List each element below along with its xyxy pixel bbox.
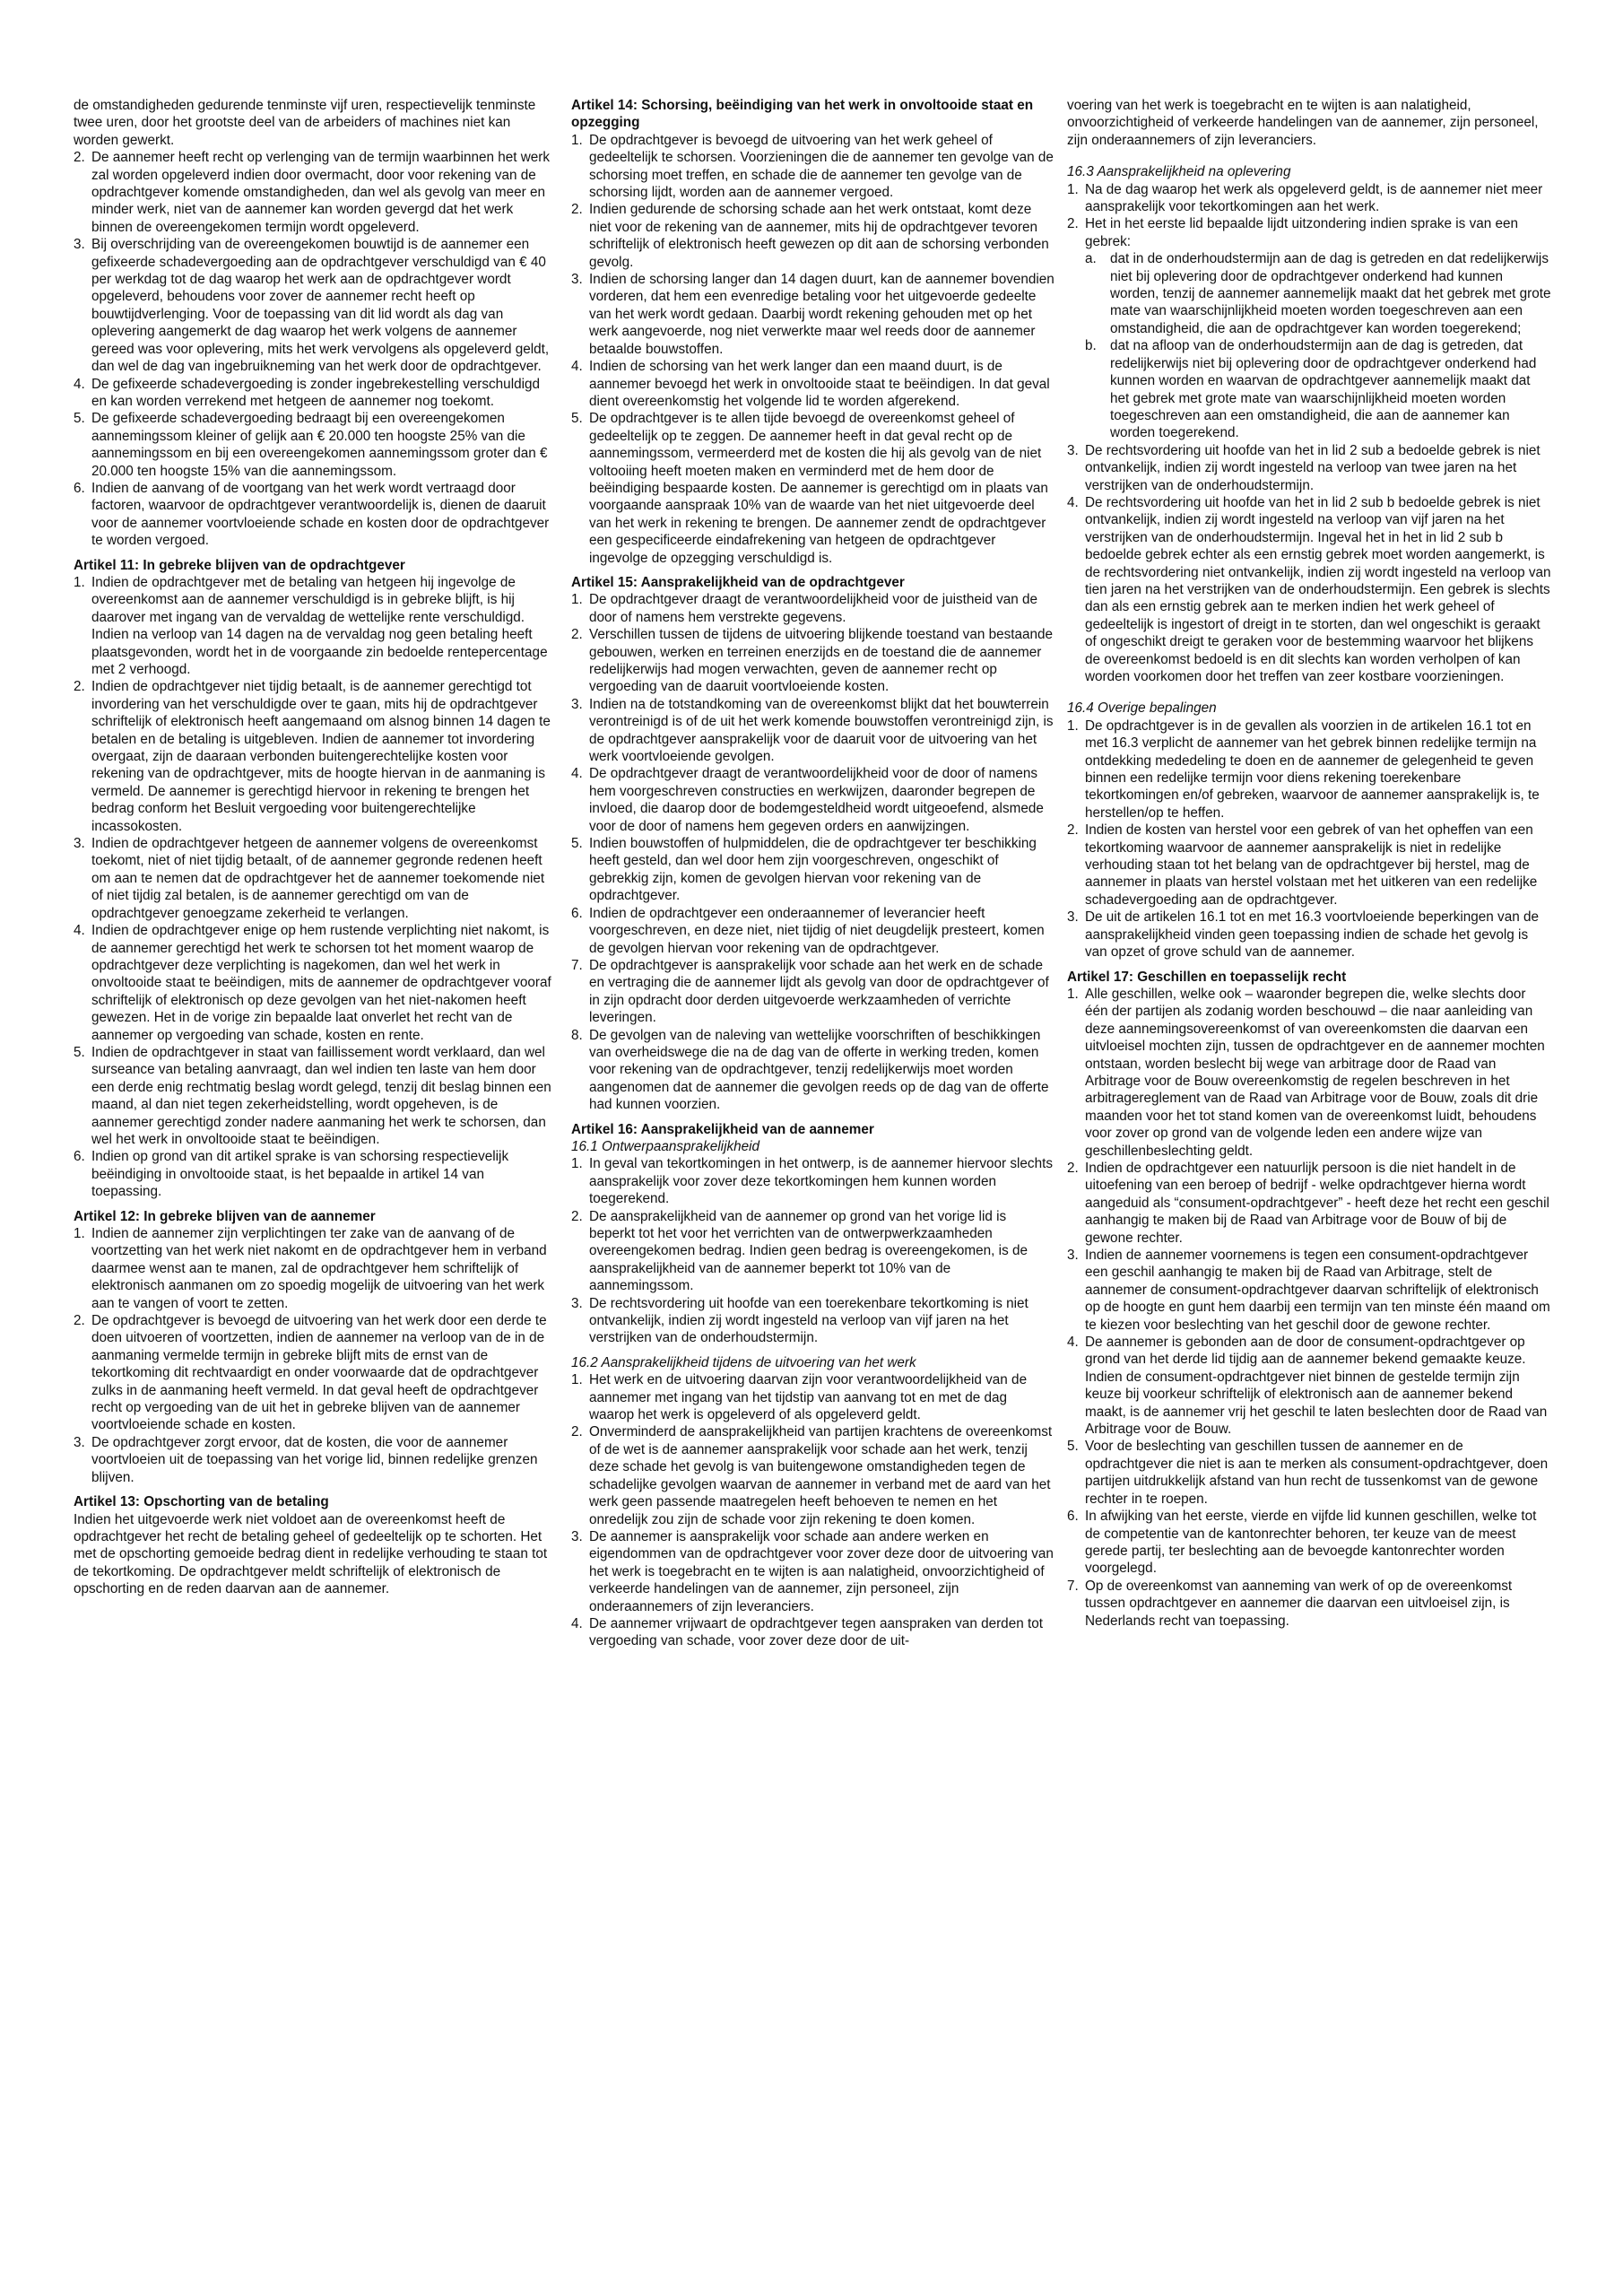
list-item-text: De opdrachtgever is te allen tijde bevoegd de overeenkomst geheel of gedeeltelijk op te zeggen. De aannemer heeft in dat geval recht op de aannemingssom, vermeerderd met de kosten die hij als gevolg van de niet voltooiing heeft moeten maken en verminderd met de hem door de beëindiging bespaarde kosten. De aannemer is gerechtigd om in plaats van voorgaande aanspraak 10% van de waarde van het niet uitgevoerde deel van het werk in rekening te brengen. De aannemer zendt de opdrachtgever een gespecificeerde eindafrekening van hetgeen de opdrachtgever ingevolge de opzegging verschuldigd is. xyxy=(589,411,1048,566)
list-item-number: 1. xyxy=(74,574,85,590)
list-item-text: De opdrachtgever zorgt ervoor, dat de kosten, die voor de aannemer voortvloeien uit de toepassing van het vorige lid, binnen redelijke grenzen blijven. xyxy=(91,1434,538,1485)
list-item xyxy=(74,574,558,678)
list-item-text: De opdrachtgever is aansprakelijk voor schade aan het werk en de schade en vertraging die de aannemer lijdt als gevolg van door de opdrachtgever of in zijn opdracht door derden uitgevoerde werkzaamheden of verrichte leveringen. xyxy=(589,957,1049,1026)
list-item-number: 5. xyxy=(571,411,583,427)
list-item-text: De gevolgen van de naleving van wettelijke voorschriften of beschikkingen van overheidswege die na de dag van de offerte in werking treden, komen voor rekening van de opdrachtgever, tenzij redelijkerwijs moet worden aangenomen dat de aannemer die gevolgen reeds op de dag van de offerte had kunnen voorzien. xyxy=(589,1027,1049,1113)
list-item-number: 3. xyxy=(571,272,583,288)
list-item-number: 3. xyxy=(1067,442,1079,458)
list-item-number: 1. xyxy=(74,1226,85,1241)
list-item xyxy=(74,376,558,411)
list-item-text: De aannemer is gebonden aan de door de consument-opdrachtgever op grond van het derde lid tijdig aan de aannemer bekend gemaakte keuze. Indien de consument-opdrachtgever niet binnen de gestelde termijn zijn keuze bij voorkeur schriftelijk of elektronisch aan de aannemer bekend maakt, is de aannemer vrij het geschil te laten beslechten door de Raad van Arbitrage voor de Bouw. xyxy=(1085,1335,1548,1438)
list-item xyxy=(571,358,1055,410)
list-item-text: In geval van tekortkomingen in het ontwerp, is de aannemer hiervoor slechts aansprakelijk voor zover deze tekortkomingen hem kunnen worden toegerekend. xyxy=(589,1156,1053,1207)
list-item xyxy=(74,1312,558,1434)
list-item-text: Het in het eerste lid bepaalde lijdt uitzondering indien sprake is van een gebrek: xyxy=(1085,216,1519,249)
section-subheading: 16.3 Aansprakelijkheid na oplevering xyxy=(1067,164,1291,180)
list-item xyxy=(74,678,558,835)
list-item xyxy=(74,1225,558,1312)
list-item xyxy=(1067,1438,1551,1508)
list-item-number: 3. xyxy=(1067,1248,1079,1263)
list-item xyxy=(571,1371,1055,1423)
article-heading: Artikel 11: In gebreke blijven van de opdrachtgever xyxy=(74,557,405,573)
list-item xyxy=(571,1528,1055,1615)
list-item-number: 1. xyxy=(1067,986,1079,1002)
list-item-text: De opdrachtgever is bevoegd de uitvoering van het werk geheel of gedeeltelijk te schorsen. Voorzieningen die de aannemer ten gevolge van de schorsing moet treffen, en schade die de aannemer ten gevolge van de schorsing lijdt, worden aan de aannemer vergoed. xyxy=(589,132,1054,201)
list-item-number: 2. xyxy=(74,679,85,695)
list-item-number: 3. xyxy=(571,1295,583,1311)
list-item-number: 3. xyxy=(74,1434,85,1450)
list-item-text: De rechtsvordering uit hoofde van een toerekenbare tekortkoming is niet ontvankelijk, indien zij wordt ingesteld na verloop van vijf jaren na het verstrijken van de onderhoudstermijn. xyxy=(589,1295,1028,1346)
list-item-number: 3. xyxy=(74,237,85,253)
list-item xyxy=(571,1208,1055,1295)
list-item xyxy=(1067,1160,1551,1247)
article-heading: Artikel 15: Aansprakelijkheid van de opdrachtgever xyxy=(571,574,905,590)
sub-list-item xyxy=(1067,337,1551,441)
list-item-number: 2. xyxy=(74,1313,85,1329)
list-item-text: Indien de aannemer zijn verplichtingen ter zake van de aanvang of de voortzetting van het werk niet nakomt en de opdrachtgever hem in verband daarmee wenst aan te manen, zal de opdrachtgever hem schriftelijk of elektronisch aanmanen om zo spoedig mogelijk de uitvoering van het werk aan te vangen of voort te zetten. xyxy=(91,1226,547,1311)
list-item-text: Indien de opdrachtgever in staat van faillissement wordt verklaard, dan wel surseance van betaling aanvraagt, dan wel indien ten laste van hem door een derde enig rechtmatig beslag wordt gelegd, tenzij dit beslag binnen een maand, al dan niet tegen zekerheidstelling, wordt opgeheven, is de aannemer gerechtigd zonder nadere aanmaning het werk te schorsen, dan wel het werk in onvoltooide staat te beëindigen. xyxy=(91,1044,551,1147)
list-item xyxy=(74,480,558,550)
list-item-text: Indien gedurende de schorsing schade aan het werk ontstaat, komt deze niet voor de rekening van de aannemer, mits hij de opdrachtgever tevoren schriftelijk of elektronisch heeft gewezen op dit aan de schorsing verbonden gevolg. xyxy=(589,202,1049,270)
list-item xyxy=(571,1423,1055,1527)
list-item xyxy=(74,835,558,922)
list-item-text: Bij overschrijding van de overeengekomen bouwtijd is de aannemer een gefixeerde schadevergoeding aan de opdrachtgever verschuldigd van € 40 per werkdag tot de dag waarop het werk aan de opdrachtgever wordt opgeleverd, behoudens voor zover de aannemer recht heeft op bouwtijdverlenging. Voor de toepassing van dit lid wordt als dag van oplevering aangemerkt de dag waarop het werk volgens de aannemer gereed was voor oplevering, mits het werk vervolgens als opgeleverd geldt, dan wel de dag van ingebruikneming van het werk door de opdrachtgever. xyxy=(91,237,550,375)
list-item-text: Indien bouwstoffen of hulpmiddelen, die de opdrachtgever ter beschikking heeft gesteld, dan wel door hem zijn voorgeschreven, ongeschikt of gebrekkig zijn, komen de gevolgen hiervan voor rekening van de opdrachtgever. xyxy=(589,836,1037,904)
list-item xyxy=(571,1027,1055,1114)
list-item-number: 5. xyxy=(571,836,583,852)
paragraph: de omstandigheden gedurende tenminste vijf uren, respectievelijk tenminste twee uren, door het grootste deel van de arbeiders of machines niet kan worden gewerkt. xyxy=(74,98,536,148)
text-column-right xyxy=(1067,97,1551,1630)
list-item-number: 6. xyxy=(1067,1509,1079,1525)
list-item xyxy=(1067,442,1551,494)
list-item xyxy=(1067,181,1551,216)
list-item-number: 3. xyxy=(571,1528,583,1544)
list-item-number: 4. xyxy=(74,923,85,939)
list-item xyxy=(1067,986,1551,1160)
list-item-text: Indien de opdrachtgever een onderaannemer of leverancier heeft voorgeschreven, en deze niet, niet tijdig of niet deugdelijk presteert, komen de gevolgen hiervan voor rekening van de opdrachtgever. xyxy=(589,905,1045,956)
list-item xyxy=(74,236,558,375)
list-item-text: De aannemer is aansprakelijk voor schade aan andere werken en eigendommen van de opdrachtgever voor zover deze door de uitvoering van het werk is toegebracht en te wijten is aan nalatigheid, onvoorzichtigheid of verkeerde handelingen van de aannemer, zijn personeel, zijn onderaannemers of zijn leveranciers. xyxy=(589,1528,1054,1614)
list-item xyxy=(571,626,1055,696)
list-item-text: Indien de opdrachtgever een natuurlijk persoon is die niet handelt in de uitoefening van een beroep of bedrijf - welke opdrachtgever hierna wordt aangeduid als “consument-opdrachtgever” - heeft deze het recht een geschil aanhangig te maken bij de Raad van Arbitrage voor de Bouw of bij de gewone rechter. xyxy=(1085,1160,1549,1246)
list-item-number: 2. xyxy=(571,1424,583,1440)
section-subheading: 16.2 Aansprakelijkheid tijdens de uitvoering van het werk xyxy=(571,1354,916,1370)
list-item-number: 4. xyxy=(1067,494,1079,510)
list-item-number: 7. xyxy=(1067,1578,1079,1594)
list-item xyxy=(571,132,1055,202)
paragraph: Indien het uitgevoerde werk niet voldoet aan de overeenkomst heeft de opdrachtgever het recht de betaling geheel of gedeeltelijk op te schorten. Het met de opschorting gemoeide bedrag dient in redelijke verhouding te staan tot de tekortkoming. De opdrachtgever meldt schriftelijk of elektronisch de opschorting en de reden daarvan aan de aannemer. xyxy=(74,1511,548,1597)
list-item-text: De rechtsvordering uit hoofde van het in lid 2 sub b bedoelde gebrek is niet ontvankelijk, indien zij wordt ingesteld na verloop van vijf jaren na het verstrijken van de onderhoudstermijn. Ingeval het in het in lid 2 sub b bedoelde gebrek echter als een ernstig gebrek moet worden aangemerkt, is de rechtsvordering niet ontvankelijk, indien zij wordt ingesteld na verloop van tien jaren na het verstrijken van de onderhoudstermijn. Een gebrek is slechts dan als een ernstig gebrek aan te merken indien het werk geheel of gedeeltelijk is ingestort of dreigt in te storten, dan wel ongeschikt is geraakt of ongeschikt dreigt te geraken voor de bestemming waarvoor het blijkens de overeenkomst bedoeld is en dit slechts kan worden verholpen of kan worden voorkomen door het treffen van zeer kostbare voorzieningen. xyxy=(1085,494,1551,684)
list-item-text: De gefixeerde schadevergoeding bedraagt bij een overeengekomen aannemingssom kleiner of gelijk aan € 20.000 ten hoogste 25% van die aannemingssom en bij een overeengekomen aannemingssom groter dan € 20.000 ten hoogste 15% van die aannemingssom. xyxy=(91,411,548,479)
list-item-number: 6. xyxy=(74,480,85,496)
list-item xyxy=(1067,909,1551,961)
list-item xyxy=(571,1155,1055,1207)
list-item xyxy=(1067,494,1551,685)
list-item-text: Het werk en de uitvoering daarvan zijn voor verantwoordelijkheid van de aannemer met ingang van het tijdstip van aanvang tot en met de dag waarop het werk is opgeleverd of als opgeleverd geldt. xyxy=(589,1372,1028,1423)
list-item xyxy=(1067,1508,1551,1578)
list-item xyxy=(1067,215,1551,250)
list-item-text: Indien de aanvang of de voortgang van het werk wordt vertraagd door factoren, waarvoor de opdrachtgever verantwoordelijk is, dienen de daaruit voor de aannemer voortvloeiende schade en kosten door de opdrachtgever te worden vergoed. xyxy=(91,480,550,549)
list-item-number: 8. xyxy=(571,1027,583,1043)
list-item xyxy=(74,1434,558,1486)
list-item xyxy=(74,149,558,236)
list-item xyxy=(571,1615,1055,1650)
article-heading: Artikel 14: Schorsing, beëindiging van het werk in onvoltooide staat en opzegging xyxy=(571,98,1034,131)
list-item-text: Voor de beslechting van geschillen tussen de aannemer en de opdrachtgever die niet is aan te merken als consument-opdrachtgever, doen partijen uitdrukkelijk afstand van hun recht de tussenkomst van de gewone rechter in te roepen. xyxy=(1085,1439,1549,1507)
list-item-number: 2. xyxy=(74,150,85,166)
list-item-number: 5. xyxy=(74,411,85,427)
sub-list-item xyxy=(1067,250,1551,337)
list-item xyxy=(571,957,1055,1027)
list-item-text: Indien de opdrachtgever niet tijdig betaalt, is de aannemer gerechtigd tot invordering van het verschuldigde over te gaan, mits hij de opdrachtgever schriftelijk of elektronisch heeft aangemaand om alsnog binnen 14 dagen te betalen en de betaling is uitgebleven. Indien de aannemer tot invordering overgaat, zijn de daaraan verbonden buitengerechtelijke kosten voor rekening van de opdrachtgever, mits de hoogte hiervan in de aanmaning is vermeld. De aannemer is gerechtigd hiervoor in rekening te brengen het bedrag conform het Besluit vergoeding voor buitengerechtelijke incassokosten. xyxy=(91,679,551,834)
list-item-number: 5. xyxy=(74,1044,85,1060)
list-item xyxy=(571,410,1055,567)
list-item xyxy=(1067,822,1551,909)
list-item-text: Indien de opdrachtgever enige op hem rustende verplichting niet nakomt, is de aannemer gerechtigd het werk te schorsen tot het moment waarop de opdrachtgever deze verplichting is nagekomen, dan wel het werk in onvoltooide staat te beëindigen, mits de aannemer de opdrachtgever vooraf schriftelijk of elektronisch op deze gevolgen van het niet-nakomen heeft gewezen. Het in de vorige zin bepaalde laat onverlet het recht van de aannemer op vergoeding van schade, kosten en rente. xyxy=(91,923,551,1043)
list-item-text: De aannemer vrijwaart de opdrachtgever tegen aanspraken van derden tot vergoeding van schade, voor zover deze door de uit- xyxy=(589,1615,1043,1649)
list-item-number: 3. xyxy=(1067,909,1079,926)
list-item-text: dat in de onderhoudstermijn aan de dag is getreden en dat redelijkerwijs niet bij oplevering door de opdrachtgever onderkend had kunnen worden, tenzij de aannemer aannemelijk maakt dat het gebrek met grote mate van waarschijnlijkheid moeten worden toegeschreven aan een omstandigheid, die aan de opdrachtgever kan worden toegerekend; xyxy=(1110,251,1551,336)
list-item-text: De aannemer heeft recht op verlenging van de termijn waarbinnen het werk zal worden opgeleverd indien door overmacht, door voor rekening van de opdrachtgever komende omstandigheden, dan wel als gevolg van meer en minder werk, niet van de aannemer kan worden gevergd dat het werk binnen de overeengekomen termijn wordt opgeleverd. xyxy=(91,150,551,235)
list-item-text: De opdrachtgever draagt de verantwoordelijkheid voor de juistheid van de door of namens hem verstrekte gegevens. xyxy=(589,592,1038,625)
list-item-text: Alle geschillen, welke ook – waaronder begrepen die, welke slechts door één der partijen als zodanig worden beschouwd – die naar aanleiding van deze aannemingsovereenkomst of van overeenkomsten die daarvan een uitvloeisel mochten zijn, tussen de opdrachtgever en de aannemer mochten ontstaan, worden beslecht bij wege van arbitrage door de Raad van Arbitrage voor de Bouw overeenkomstig de regelen beschreven in het arbitragereglement van de Raad van Arbitrage voor de Bouw, zoals dit drie maanden voor het tot stand komen van de overeenkomst luidt, behoudens voor zover op grond van de volgende leden een andere wijze van geschillenbeslechting geldt. xyxy=(1085,986,1545,1159)
article-heading: Artikel 16: Aansprakelijkheid van de aannemer xyxy=(571,1121,874,1137)
list-item-text: De opdrachtgever is bevoegd de uitvoering van het werk door een derde te doen uitvoeren of voortzetten, indien de aannemer na verloop van de in de aanmaning vermelde termijn in gebreke blijft mits de ernst van de tekortkoming dit rechtvaardigt en onder voorwaarde dat de opdrachtgever zulks in de aanmaning heeft vermeld. In dat geval heeft de opdrachtgever recht op vergoeding van de uit het in gebreke blijven van de aannemer voortvloeiende schade en kosten. xyxy=(91,1313,547,1433)
list-item xyxy=(74,1044,558,1148)
list-item-text: Indien na de totstandkoming van de overeenkomst blijkt dat het bouwterrein verontreinigd is of de uit het werk komende bouwstoffen verontreinigd zijn, is de opdrachtgever aansprakelijk voor de daaruit voor de uitvoering van het werk voortvloeiende gevolgen. xyxy=(589,696,1054,765)
list-item-text: Indien de kosten van herstel voor een gebrek of van het opheffen van een tekortkoming waarvoor de aannemer aansprakelijk is niet in redelijke verhouding staan tot het belang van de opdrachtgever bij herstel, mag de aannemer in plaats van herstel volstaan met het uitkeren van een redelijke schadevergoeding aan de opdrachtgever. xyxy=(1085,822,1538,908)
list-item xyxy=(571,765,1055,835)
list-item-number: 3. xyxy=(74,836,85,852)
list-item-number: 5. xyxy=(1067,1439,1079,1455)
list-item-number: 1. xyxy=(1067,181,1079,197)
list-item-text: Indien op grond van dit artikel sprake is van schorsing respectievelijk beëindiging in onvoltooide staat, is het bepaalde in artikel 14 van toepassing. xyxy=(91,1149,509,1200)
list-item-number: 1. xyxy=(571,1156,583,1172)
list-item-number: 1. xyxy=(571,1372,583,1388)
list-item xyxy=(74,922,558,1044)
list-item-number: b. xyxy=(1085,338,1097,354)
list-item-number: 4. xyxy=(571,1615,583,1631)
list-item-text: De opdrachtgever is in de gevallen als voorzien in de artikelen 16.1 tot en met 16.3 verplicht de aannemer van het gebrek binnen redelijke termijn na ontdekking mededeling te doen en de aannemer de gelegenheid te geven binnen een redelijke termijn voor diens rekening toerekenbare tekortkomingen en/of gebreken, waarvoor de aannemer aansprakelijk is, te herstellen/op te heffen. xyxy=(1085,718,1540,821)
list-item-number: 6. xyxy=(74,1149,85,1165)
list-item-number: 1. xyxy=(1067,718,1079,734)
list-item-number: 2. xyxy=(1067,822,1079,839)
paragraph: voering van het werk is toegebracht en te wijten is aan nalatigheid, onvoorzichtigheid of verkeerde handelingen van de aannemer, zijn personeel, zijn onderaannemers of zijn leveranciers. xyxy=(1067,98,1539,148)
list-item-number: 1. xyxy=(571,132,583,148)
text-column-middle xyxy=(571,97,1055,1650)
list-item-number: 2. xyxy=(1067,1160,1079,1176)
list-item xyxy=(74,410,558,480)
list-item-number: 2. xyxy=(571,202,583,218)
list-item-number: 2. xyxy=(571,1208,583,1224)
list-item-text: Verschillen tussen de tijdens de uitvoering blijkende toestand van bestaande gebouwen, werken en terreinen enerzijds en de toestand die de aannemer redelijkerwijs had mogen verwachten, geven de aannemer recht op vergoeding van de daaruit voortvloeiende kosten. xyxy=(589,627,1054,695)
list-item-text: In afwijking van het eerste, vierde en vijfde lid kunnen geschillen, welke tot de competentie van de kantonrechter behoren, ter keuze van de meest gerede partij, ter beslechting aan de bevoegde kantonrechter worden voorgelegd. xyxy=(1085,1509,1537,1577)
list-item-text: De rechtsvordering uit hoofde van het in lid 2 sub a bedoelde gebrek is niet ontvankelijk, indien zij wordt ingesteld na verloop van twee jaren na het verstrijken van de onderhoudstermijn. xyxy=(1085,442,1541,493)
article-heading: Artikel 17: Geschillen en toepasselijk recht xyxy=(1067,969,1347,985)
list-item-text: dat na afloop van de onderhoudstermijn aan de dag is getreden, dat redelijkerwijs niet bij oplevering door de opdrachtgever onderkend had kunnen worden en waarvan de opdrachtgever aannemelijk maakt dat het gebrek met grote mate van waarschijnlijkheid moeten worden toegeschreven aan een omstandigheid, die aan de aannemer kan worden toegerekend. xyxy=(1110,338,1537,441)
list-item-text: Indien de opdrachtgever met de betaling van hetgeen hij ingevolge de overeenkomst aan de aannemer verschuldigd is in gebreke blijft, is hij daarover met ingang van de vervaldag de wettelijke rente verschuldigd. Indien na verloop van 14 dagen na de vervaldag nog geen betaling heeft plaatsgevonden, wordt het in de voorgaande zin bedoelde rentepercentage met 2 verhoogd. xyxy=(91,574,548,677)
list-item-number: a. xyxy=(1085,251,1097,267)
list-item-number: 2. xyxy=(1067,216,1079,232)
list-item-number: 4. xyxy=(571,359,583,375)
list-item xyxy=(1067,1578,1551,1630)
list-item xyxy=(571,591,1055,626)
list-item xyxy=(571,271,1055,358)
list-item xyxy=(1067,1334,1551,1438)
list-item-number: 4. xyxy=(74,376,85,392)
article-heading: Artikel 12: In gebreke blijven van de aannemer xyxy=(74,1208,376,1224)
list-item xyxy=(571,201,1055,271)
list-item-text: Indien de opdrachtgever hetgeen de aannemer volgens de overeenkomst toekomt, niet of niet tijdig betaalt, of de aannemer gegronde redenen heeft om aan te nemen dat de opdrachtgever het de aannemer toekomende niet of niet tijdig zal betalen, is de aannemer gerechtigd om van de opdrachtgever genoegzame zekerheid te verlangen. xyxy=(91,836,545,921)
list-item xyxy=(74,1148,558,1200)
list-item-text: De aansprakelijkheid van de aannemer op grond van het vorige lid is beperkt tot het voor het verrichten van de ontwerpwerkzaamheden overeengekomen bedrag. Indien geen bedrag is overeengekomen, is de aansprakelijkheid van de aannemer beperkt tot 10% van de aannemingssom. xyxy=(589,1208,1028,1294)
list-item-text: Onverminderd de aansprakelijkheid van partijen krachtens de overeenkomst of de wet is de aannemer aansprakelijk voor schade aan het werk, tenzij deze schade het gevolg is van buitengewone omstandigheden tegen de schadelijke gevolgen waarvan de aannemer in verband met de aard van het werk geen passende maatregelen heeft behoeven te nemen en het onredelijk zou zijn de schade voor zijn rekening te doen komen. xyxy=(589,1424,1053,1527)
list-item-text: Indien de aannemer voornemens is tegen een consument-opdrachtgever een geschil aanhangig te maken bij de Raad van Arbitrage, stelt de aannemer de consument-opdrachtgever daarvan schriftelijk of elektronisch op de hoogte en gunt hem daarbij een termijn van ten minste één maand om te kiezen voor beslechting van het geschil door de gewone rechter. xyxy=(1085,1248,1550,1333)
list-item xyxy=(1067,718,1551,822)
list-item-text: De gefixeerde schadevergoeding is zonder ingebrekestelling verschuldigd en kan worden verrekend met hetgeen de aannemer nog toekomt. xyxy=(91,376,541,409)
article-heading: Artikel 13: Opschorting van de betaling xyxy=(74,1494,329,1510)
list-item-text: De opdrachtgever draagt de verantwoordelijkheid voor de door of namens hem voorgeschreven constructies en werkwijzen, daaronder begrepen de invloed, die daarop door de bodemgesteldheid wordt uitgeoefend, alsmede voor de door of namens hem gegeven orders en aanwijzingen. xyxy=(589,766,1044,834)
list-item xyxy=(571,835,1055,905)
section-subheading: 16.4 Overige bepalingen xyxy=(1067,700,1217,717)
list-item-number: 4. xyxy=(1067,1335,1079,1351)
list-item-number: 3. xyxy=(571,696,583,712)
list-item-number: 2. xyxy=(571,627,583,643)
list-item-text: Indien de schorsing langer dan 14 dagen duurt, kan de aannemer bovendien vorderen, dat hem een evenredige betaling voor het uitgevoerde gedeelte van het werk wordt gedaan. Daarbij wordt rekening gehouden met op het werk aangevoerde, nog niet verwerkte maar wel reeds door de aannemer betaalde bouwstoffen. xyxy=(589,272,1055,357)
list-item-text: De uit de artikelen 16.1 tot en met 16.3 voortvloeiende beperkingen van de aansprakelijkheid vinden geen toepassing indien de schade het gevolg is van opzet of grove schuld van de aannemer. xyxy=(1085,909,1539,961)
text-column-left xyxy=(74,97,558,1598)
list-item-text: Op de overeenkomst van aanneming van werk of op de overeenkomst tussen opdrachtgever en aannemer die daarvan een uitvloeisel zijn, is Nederlands recht van toepassing. xyxy=(1085,1578,1513,1629)
list-item-number: 1. xyxy=(571,592,583,608)
list-item xyxy=(571,1295,1055,1347)
list-item-number: 7. xyxy=(571,957,583,973)
section-subheading: 16.1 Ontwerpaansprakelijkheid xyxy=(571,1138,760,1154)
list-item-text: Indien de schorsing van het werk langer dan een maand duurt, is de aannemer bevoegd het werk in onvoltooide staat te beëindigen. In dat geval dient overeenkomstig het volgende lid te worden afgerekend. xyxy=(589,359,1050,409)
list-item xyxy=(571,905,1055,957)
list-item-text: Na de dag waarop het werk als opgeleverd geldt, is de aannemer niet meer aansprakelijk voor tekortkomingen aan het werk. xyxy=(1085,181,1543,215)
list-item xyxy=(1067,1247,1551,1334)
list-item-number: 4. xyxy=(571,766,583,782)
list-item xyxy=(571,696,1055,766)
list-item-number: 6. xyxy=(571,905,583,921)
